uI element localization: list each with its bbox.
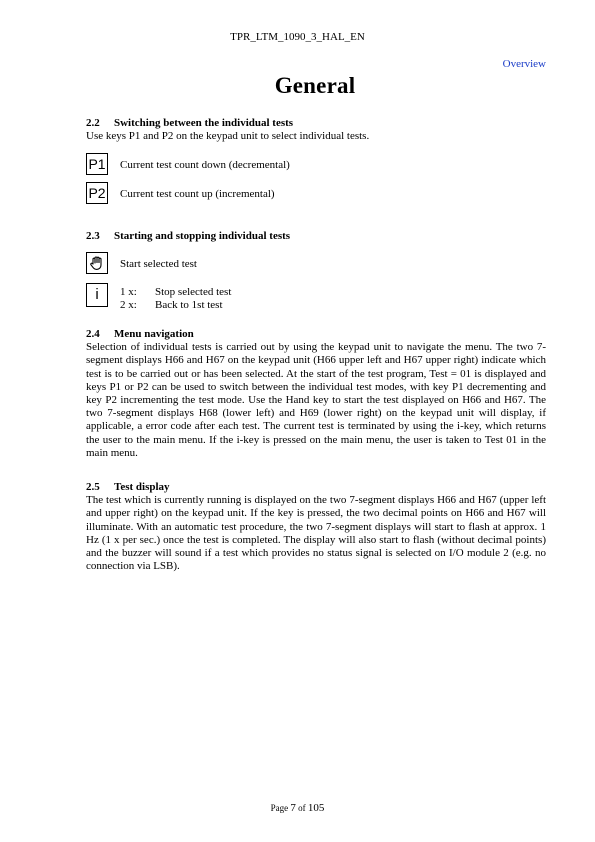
press-count: 2 x: bbox=[120, 299, 137, 311]
key-row-p2 bbox=[86, 182, 546, 210]
section-heading bbox=[86, 117, 546, 130]
section-title: Menu navigation bbox=[114, 328, 194, 340]
p2-key-description: Current test count up (incremental) bbox=[120, 188, 275, 200]
section-number: 2.2 bbox=[86, 117, 100, 129]
section-2-4 bbox=[86, 328, 546, 460]
p1-key-icon: P1 bbox=[86, 153, 108, 175]
section-number: 2.4 bbox=[86, 328, 100, 340]
section-title: Starting and stopping individual tests bbox=[114, 230, 291, 242]
section-heading bbox=[86, 328, 546, 341]
section-title: Test display bbox=[114, 481, 170, 493]
section-body: Selection of individual tests is carried out by using the keypad unit to navigate the menu. The two 7-segment displays H66 and H67 on the keypad unit (H66 upper left and H67 upper right) indicate which test is to be carried out or has been selected. At the start of the test program, Test = 01 is displayed and keys P1 or P2 can be used to switch between the individual test modes, with key P1 decrementing and key P2 incrementing the test mode. Use the Hand key to start the test displayed on H66 and H67. The two 7-segment displays H68 (lower left) and H69 (lower right) on the keypad unit will display, if applicable, a error code after each test. The current test is terminated by using the i-key, which returns the user to the main menu. If the i-key is pressed on the main menu, the user is taken to Test 01 in the main menu. bbox=[86, 341, 546, 459]
section-heading bbox=[86, 481, 546, 494]
page-total: 105 bbox=[307, 802, 325, 814]
section-2-5 bbox=[86, 481, 546, 573]
page-number: 7 bbox=[290, 802, 296, 814]
section-2-2 bbox=[86, 117, 546, 143]
hand-key-description: Start selected test bbox=[120, 258, 197, 270]
i-key-row-2 bbox=[120, 299, 223, 312]
key-row-p1 bbox=[86, 153, 546, 181]
i-key-row-1 bbox=[120, 286, 231, 299]
press-action: Back to 1st test bbox=[155, 299, 223, 311]
page-footer bbox=[0, 802, 595, 814]
page-title: General bbox=[274, 73, 356, 98]
of-word: of bbox=[298, 803, 306, 813]
section-heading bbox=[86, 230, 546, 243]
hand-key-icon bbox=[86, 252, 108, 274]
press-action: Stop selected test bbox=[155, 286, 232, 298]
key-row-i bbox=[86, 283, 546, 313]
section-title: Switching between the individual tests bbox=[114, 117, 294, 129]
page-word: Page bbox=[270, 803, 289, 813]
document-id-header: TPR_LTM_1090_3_HAL_EN bbox=[230, 31, 365, 43]
hand-icon bbox=[87, 253, 107, 273]
section-body: The test which is currently running is displayed on the two 7-segment displays H66 and H67 (upper left and upper right) on the keypad unit. If the key is pressed, the two decimal points on H66 and H67 will illuminate. With an automatic test procedure, the two 7-segment displays will start to flash at approx. 1 Hz (1 x per sec.) once the test is completed. The display will also start to flash (without decimal points) and the buzzer will sound if a test which provides no status signal is selected on I/O module 2 (e.g. no connection via LSB). bbox=[86, 494, 546, 573]
section-number: 2.5 bbox=[86, 481, 100, 493]
p2-key-icon: P2 bbox=[86, 182, 108, 204]
section-intro: Use keys P1 and P2 on the keypad unit to select individual tests. bbox=[86, 130, 370, 143]
i-key-icon: i bbox=[86, 283, 108, 307]
p1-key-description: Current test count down (decremental) bbox=[120, 159, 290, 171]
key-row-hand bbox=[86, 252, 546, 278]
section-2-3 bbox=[86, 230, 546, 243]
overview-link[interactable]: Overview bbox=[502, 58, 546, 70]
section-number: 2.3 bbox=[86, 230, 100, 242]
press-count: 1 x: bbox=[120, 286, 137, 298]
